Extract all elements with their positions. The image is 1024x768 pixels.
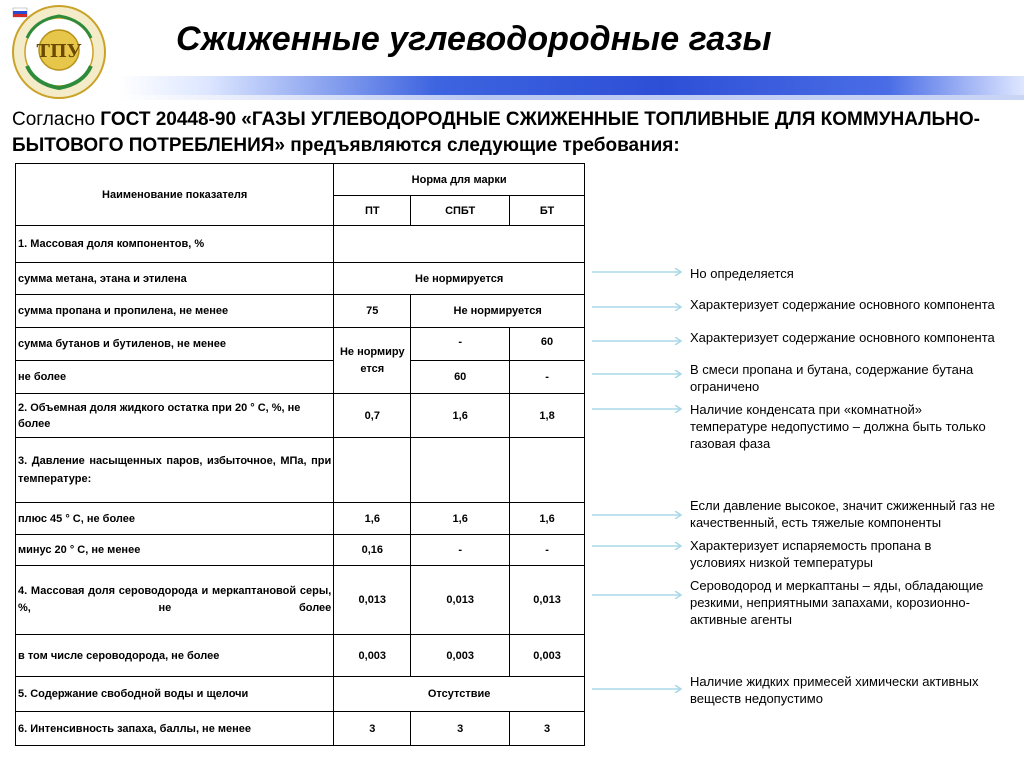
cell-spbt: 0,003 xyxy=(411,635,510,677)
grade-bt: БТ xyxy=(510,196,585,226)
cell-pt: 3 xyxy=(334,712,411,746)
svg-text:ТПУ: ТПУ xyxy=(36,41,82,62)
cell-spbt: - xyxy=(411,328,510,361)
arrow-right-icon xyxy=(592,370,684,378)
table-row xyxy=(16,295,585,328)
cell-spbt: 0,013 xyxy=(411,566,510,635)
intro-standard: ГОСТ 20448-90 «ГАЗЫ УГЛЕВОДОРОДНЫЕ СЖИЖЕННЫЕ ТОПЛИВНЫЕ ДЛЯ КОММУНАЛЬНО-БЫТОВОГО ПОТРЕБЛЕНИЯ» xyxy=(12,109,981,156)
cell-bt: 1,6 xyxy=(510,503,585,535)
row-label: в том числе сероводорода, не более xyxy=(16,635,334,677)
row-label: 1. Массовая доля компонентов, % xyxy=(16,226,334,263)
arrow-right-icon xyxy=(592,511,684,519)
note-text: Наличие жидких примесей химически активных веществ недопустимо xyxy=(690,674,979,706)
intro-prefix: Согласно xyxy=(12,109,101,130)
table-row xyxy=(16,566,585,635)
row-label: 3. Давление насыщенных паров, избыточное, МПа, при температуре: xyxy=(16,438,334,503)
table-row xyxy=(16,535,585,566)
arrow-right-icon xyxy=(592,542,684,550)
note-text: В смеси пропана и бутана, содержание бутана ограничено xyxy=(690,362,974,394)
cell-spbt: 1,6 xyxy=(411,503,510,535)
table-row xyxy=(16,635,585,677)
cell-merged: Не нормируется xyxy=(411,295,585,328)
cell-empty xyxy=(510,438,585,503)
note-text: Если давление высокое, значит сжиженный газ не качественный, есть тяжелые компоненты xyxy=(690,498,995,530)
arrow-right-icon xyxy=(592,303,684,311)
cell-pt-text: Не нормируется xyxy=(339,345,405,375)
cell-bt: 0,013 xyxy=(510,566,585,635)
cell-pt: 75 xyxy=(334,295,411,328)
row-label: сумма пропана и пропилена, не менее xyxy=(16,295,334,328)
header-norm: Норма для марки xyxy=(334,164,585,196)
cell-bt: - xyxy=(510,535,585,566)
cell-bt: 0,003 xyxy=(510,635,585,677)
table-row xyxy=(16,677,585,712)
note-text: Наличие конденсата при «комнатной» температуре недопустимо – должна быть только газовая фаза xyxy=(690,402,986,451)
row-empty xyxy=(334,226,585,263)
row-label: 2. Объемная доля жидкого остатка при 20 ° С, %, не более xyxy=(16,394,334,438)
cell-spbt: 3 xyxy=(411,712,510,746)
cell-spbt: - xyxy=(411,535,510,566)
note-text: Характеризует содержание основного компонента xyxy=(690,330,995,345)
intro-suffix: предъявляются следующие требования: xyxy=(284,135,680,156)
arrow-right-icon xyxy=(592,685,684,693)
grade-spbt: СПБТ xyxy=(411,196,510,226)
note-text: Но определяется xyxy=(690,266,794,281)
row-label: сумма метана, этана и этилена xyxy=(16,263,334,295)
table-row xyxy=(16,361,585,394)
note-text: Сероводород и меркаптаны – яды, обладающие резкими, неприятными запахами, корозионно-активные агенты xyxy=(690,578,984,627)
row-label: плюс 45 ° С, не более xyxy=(16,503,334,535)
cell-bt: 1,8 xyxy=(510,394,585,438)
table-row xyxy=(16,394,585,438)
table-row xyxy=(16,438,585,503)
cell-bt: 60 xyxy=(510,328,585,361)
cell-pt: 0,7 xyxy=(334,394,411,438)
note-text: Характеризует содержание основного компонента xyxy=(690,297,995,312)
cell-pt: 0,003 xyxy=(334,635,411,677)
cell-empty xyxy=(411,438,510,503)
header-indicator: Наименование показателя xyxy=(16,164,334,226)
table-header-row xyxy=(16,164,585,196)
header-bar-underline xyxy=(118,95,1024,100)
cell-pt: 0,013 xyxy=(334,566,411,635)
arrow-right-icon xyxy=(592,591,684,599)
cell-bt: 3 xyxy=(510,712,585,746)
note-text: Характеризует испаряемость пропана в условиях низкой температуры xyxy=(690,538,932,570)
cell-spbt: 60 xyxy=(411,361,510,394)
cell-empty xyxy=(334,438,411,503)
table-row xyxy=(16,226,585,263)
row-label: минус 20 ° С, не менее xyxy=(16,535,334,566)
table-row xyxy=(16,263,585,295)
intro-text xyxy=(12,107,1012,159)
cell-merged: Отсутствие xyxy=(334,677,585,712)
cell-merged: Не нормируется xyxy=(334,263,585,295)
cell-pt: 1,6 xyxy=(334,503,411,535)
table-row xyxy=(16,712,585,746)
row-label: не более xyxy=(16,361,334,394)
cell-pt: 0,16 xyxy=(334,535,411,566)
table-row xyxy=(16,328,585,361)
cell-bt: - xyxy=(510,361,585,394)
arrow-right-icon xyxy=(592,405,684,413)
row-label: 6. Интенсивность запаха, баллы, не менее xyxy=(16,712,334,746)
row-label: 4. Массовая доля сероводорода и меркаптановой серы, %, не более xyxy=(16,566,334,635)
grade-pt: ПТ xyxy=(334,196,411,226)
arrow-right-icon xyxy=(592,337,684,345)
arrow-right-icon xyxy=(592,268,684,276)
requirements-table xyxy=(15,163,585,746)
row-label: сумма бутанов и бутиленов, не менее xyxy=(16,328,334,361)
slide-title: Сжиженные углеводородные газы xyxy=(176,20,772,58)
cell-spbt: 1,6 xyxy=(411,394,510,438)
university-logo xyxy=(5,4,113,104)
row-label: 5. Содержание свободной воды и щелочи xyxy=(16,677,334,712)
cell-pt xyxy=(334,328,411,394)
table-row xyxy=(16,503,585,535)
